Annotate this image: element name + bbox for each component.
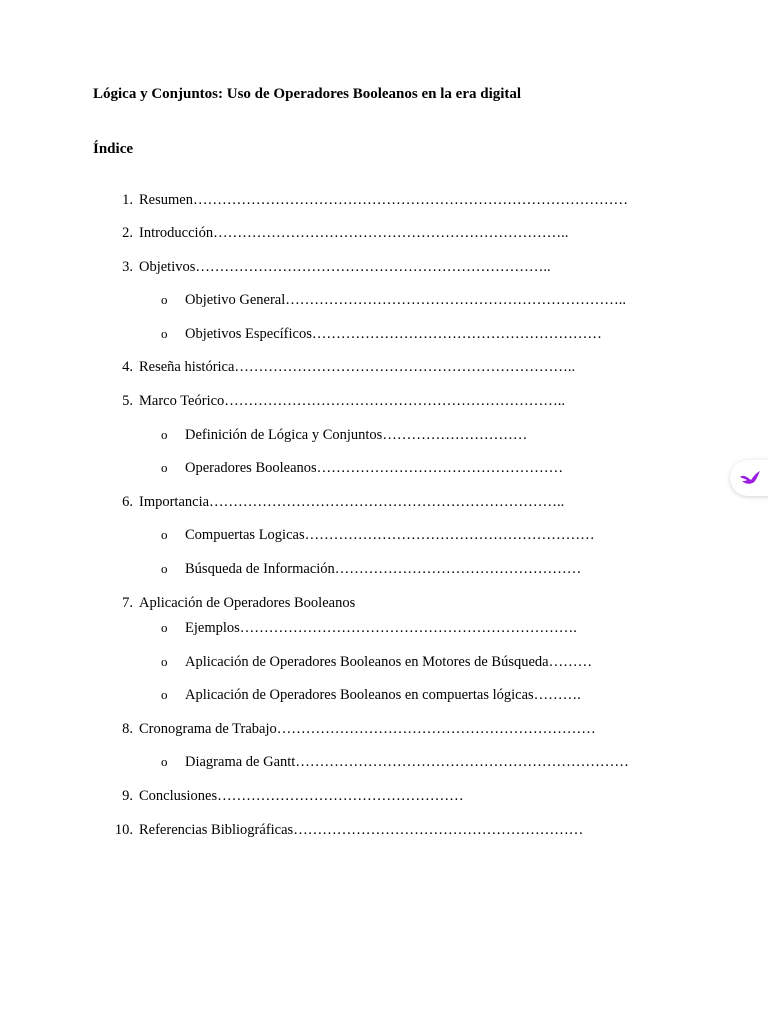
bullet-marker: o <box>161 460 168 475</box>
toc-item-number: 4. <box>122 359 133 375</box>
toc-item-number: 6. <box>122 494 133 510</box>
document-title: Lógica y Conjuntos: Uso de Operadores Booleanos en la era digital <box>93 86 522 102</box>
toc-item-number: 1. <box>122 192 133 208</box>
toc-item-text: Resumen……………………………………………………………………………… <box>139 192 628 208</box>
toc-item-text: Reseña histórica…………………………………………………………….. <box>139 359 576 375</box>
side-assistant-button[interactable] <box>730 460 768 496</box>
toc-item-text: Aplicación de Operadores Booleanos <box>139 595 356 611</box>
toc-item-number: 5. <box>122 393 133 409</box>
toc-item-text: Conclusiones…………………………………………… <box>139 788 464 804</box>
bullet-marker: o <box>161 527 168 542</box>
bullet-marker: o <box>161 326 168 341</box>
toc-subitem-text: Aplicación de Operadores Booleanos en compuertas lógicas………. <box>185 687 581 703</box>
toc-item-number: 8. <box>122 721 133 737</box>
toc-item-text: Marco Teórico…………………………………………………………….. <box>139 393 566 409</box>
toc-item-text: Referencias Bibliográficas…………………………………………………… <box>139 822 584 838</box>
bird-logo-icon <box>738 468 762 488</box>
bullet-marker: o <box>161 561 168 576</box>
toc-subitem-text: Objetivos Específicos…………………………………………………… <box>185 326 602 342</box>
toc-item-text: Importancia……………………………………………………………….. <box>139 494 565 510</box>
toc-subitem-text: Diagrama de Gantt…………………………………………………………… <box>185 754 629 770</box>
toc-item-text: Objetivos……………………………………………………………….. <box>139 259 551 275</box>
toc-subitem-text: Compuertas Logicas…………………………………………………… <box>185 527 595 543</box>
bullet-marker: o <box>161 654 168 669</box>
toc-subitem-text: Objetivo General…………………………………………………………….. <box>185 292 627 308</box>
toc-subitem-text: Definición de Lógica y Conjuntos………………………… <box>185 427 528 443</box>
toc-item-text: Cronograma de Trabajo………………………………………………………… <box>139 721 596 737</box>
toc-item-text: Introducción……………………………………………………………….. <box>139 225 569 241</box>
bullet-marker: o <box>161 620 168 635</box>
toc-subitem-text: Ejemplos……………………………………………………………. <box>185 620 577 636</box>
toc-subitem-text: Operadores Booleanos…………………………………………… <box>185 460 564 476</box>
toc-item-number: 7. <box>122 595 133 611</box>
toc-subitem-text: Aplicación de Operadores Booleanos en Motores de Búsqueda……… <box>185 654 593 670</box>
toc-subitem-text: Búsqueda de Información…………………………………………… <box>185 561 582 577</box>
toc-item-number: 3. <box>122 259 133 275</box>
bullet-marker: o <box>161 427 168 442</box>
bullet-marker: o <box>161 687 168 702</box>
toc-item-number: 9. <box>122 788 133 804</box>
toc-item-number: 2. <box>122 225 133 241</box>
index-heading: Índice <box>93 141 134 157</box>
bullet-marker: o <box>161 292 168 307</box>
bullet-marker: o <box>161 754 168 769</box>
toc-item-number: 10. <box>114 822 133 838</box>
